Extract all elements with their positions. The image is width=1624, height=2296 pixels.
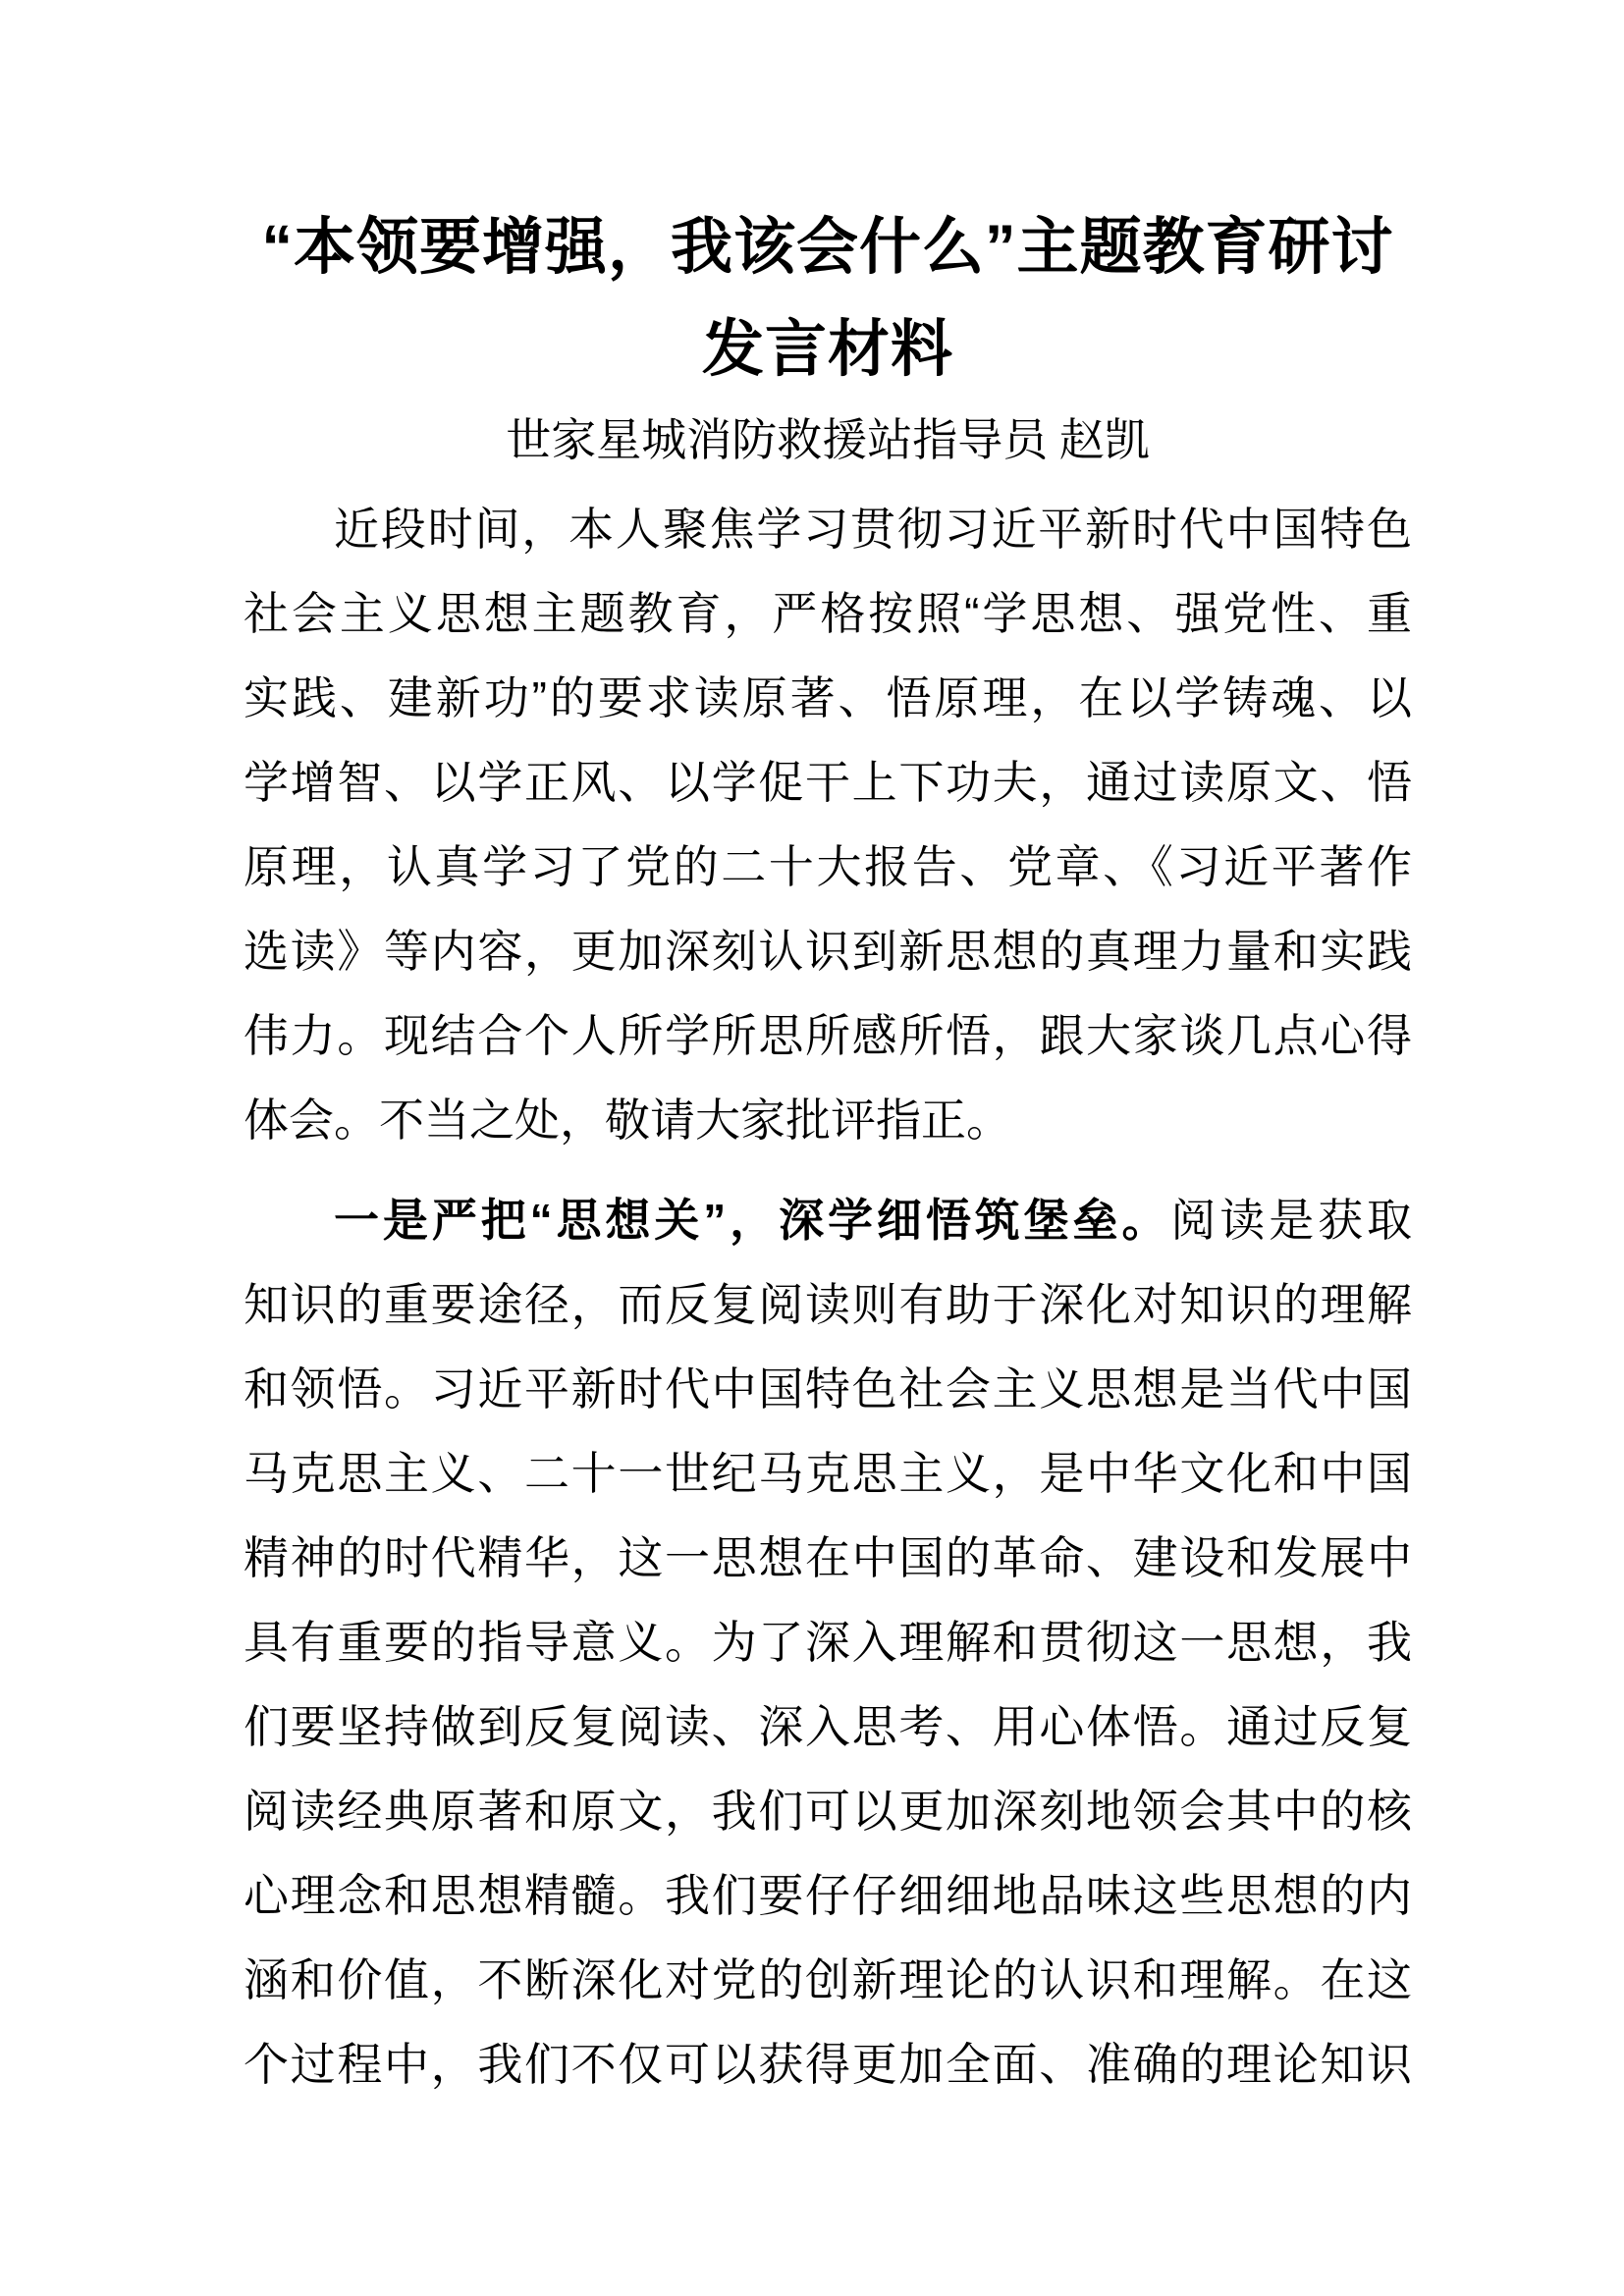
text-line: 选读》等内容，更加深刻认识到新思想的真理力量和实践 (244, 926, 1412, 977)
text-line: 涵和价值，不断深化对党的创新理论的认识和理解。在这 (244, 1954, 1412, 2005)
text-line: 心理念和思想精髓。我们要仔仔细细地品味这些思想的内 (244, 1870, 1412, 1921)
text-line: 近段时间，本人聚焦学习贯彻习近平新时代中国特色 (334, 504, 1412, 555)
text-line (244, 1178, 1412, 1262)
author-byline: 世家星城消防救援站指导员 赵凯 (506, 415, 1150, 465)
text-line: 们要坚持做到反复阅读、深入思考、用心体悟。通过反复 (244, 1701, 1412, 1752)
text-line: 个过程中，我们不仅可以获得更加全面、准确的理论知识 (244, 2039, 1412, 2090)
document-title-line-1: “本领要增强，我该会什么”主题教育研讨 (261, 213, 1394, 282)
text-line: 知识的重要途径，而反复阅读则有助于深化对知识的理解 (244, 1279, 1412, 1330)
document-title-line-2: 发言材料 (702, 315, 953, 384)
text-line: 伟力。现结合个人所学所思所感所悟，跟大家谈几点心得 (244, 1010, 1412, 1061)
text-line: 学增智、以学正风、以学促干上下功夫，通过读原文、悟 (244, 757, 1412, 808)
text-line: 阅读经典原著和原文，我们可以更加深刻地领会其中的核 (244, 1786, 1412, 1837)
text-line: 原理，认真学习了党的二十大报告、党章、《习近平著作 (244, 841, 1412, 892)
text-line: 和领悟。习近平新时代中国特色社会主义思想是当代中国 (244, 1363, 1412, 1415)
lead-rest: 阅读是获取 (1170, 1195, 1413, 1246)
text-line: 精神的时代精华，这一思想在中国的革命、建设和发展中 (244, 1532, 1412, 1583)
paragraph-1 (244, 487, 1412, 1162)
text-line: 体会。不当之处，敬请大家批评指正。 (244, 1095, 1011, 1146)
paragraph-2 (244, 1178, 1412, 2107)
text-line: 实践、建新功”的要求读原著、悟原理，在以学铸魂、以 (244, 672, 1412, 723)
text-line: 马克思主义、二十一世纪马克思主义，是中华文化和中国 (244, 1448, 1412, 1499)
text-line: 社会主义思想主题教育，严格按照“学思想、强党性、重 (244, 588, 1412, 639)
document-title (244, 196, 1412, 400)
text-line: 具有重要的指导意义。为了深入理解和贯彻这一思想，我 (244, 1617, 1412, 1668)
bold-lead-in: 一是严把“思想关”，深学细悟筑堡垒。 (334, 1195, 1171, 1246)
